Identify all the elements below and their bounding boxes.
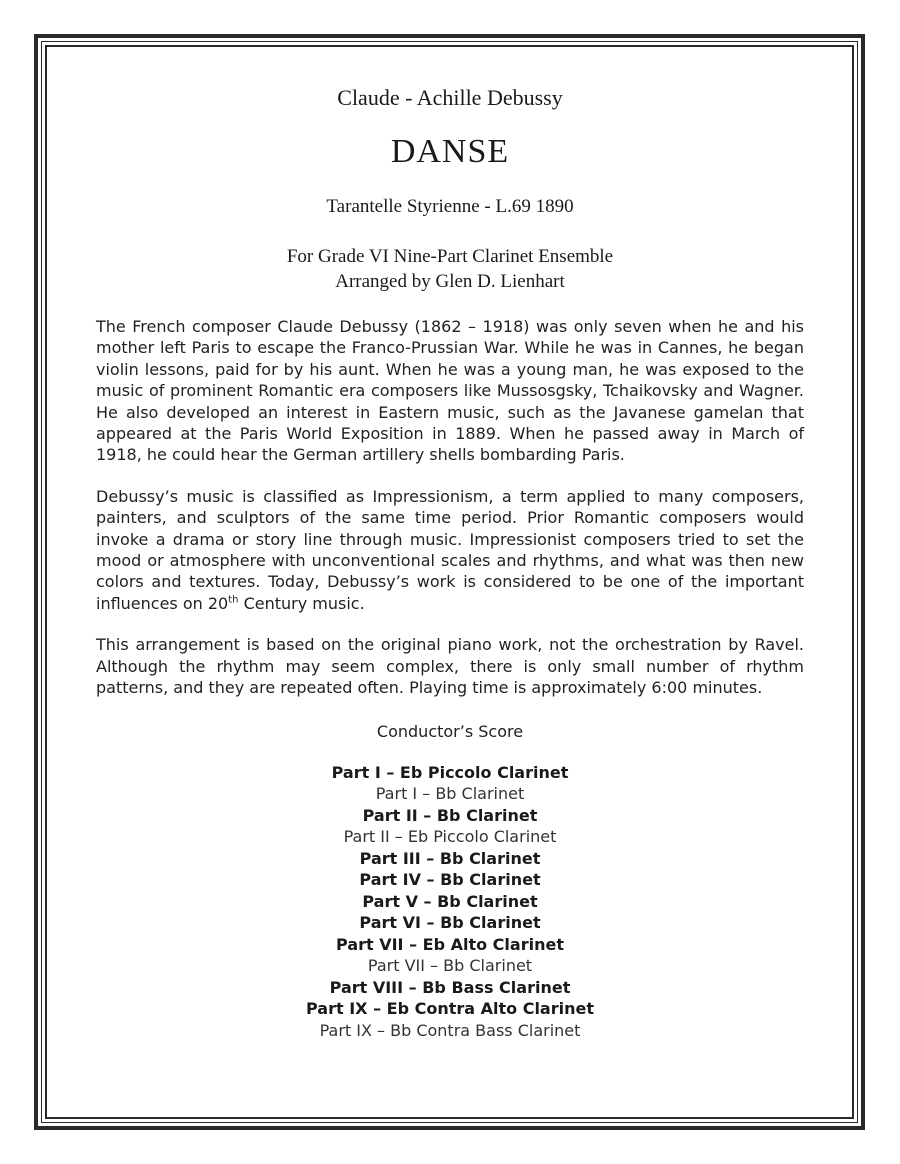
part-item: Part II – Eb Piccolo Clarinet — [343, 827, 557, 846]
piece-subtitle: Tarantelle Styrienne - L.69 1890 — [326, 196, 574, 217]
part-item: Part VII – Eb Alto Clarinet — [336, 934, 564, 954]
conductor-score-label: Conductor’s Score — [376, 721, 524, 741]
paragraph-biography: The French composer Claude Debussy (1862 – 1918) was only seven when he and his mother left Paris to escape the Franco-Prussian War. While he was in Cannes, he began violin lessons, paid for by his aunt. When he was a young man, he was exposed to the music of prominent Romantic era composers like Mussosgsky, Tchaikovsky and Wagner. He also developed an interest in Eastern music, such as the Javanese gamelan that appeared at the Paris World Exposition in 1889. When he passed away in March of 1918, he could hear the German artillery shells bombarding Paris. — [96, 317, 804, 465]
part-item: Part IX – Bb Contra Bass Clarinet — [319, 1020, 581, 1040]
part-item: Part I – Eb Piccolo Clarinet — [331, 762, 569, 782]
part-item: Part II – Bb Clarinet — [362, 805, 538, 825]
arranger-line: Arranged by Glen D. Lienhart — [335, 271, 565, 292]
paragraph-impressionism — [96, 486, 804, 614]
part-item: Part V – Bb Clarinet — [362, 891, 538, 911]
piece-title: DANSE — [390, 133, 510, 170]
ensemble-line: For Grade VI Nine-Part Clarinet Ensemble — [286, 246, 614, 267]
paragraph-impressionism-end: Century music. — [238, 593, 365, 613]
part-item: Part IX – Eb Contra Alto Clarinet — [306, 999, 594, 1018]
part-item: Part IV – Bb Clarinet — [359, 870, 541, 889]
document-body — [96, 84, 804, 1041]
paragraph-arrangement: This arrangement is based on the original piano work, not the orchestration by Ravel. Although the rhythm may seem complex, there is only small number of rhythm patterns, and they are repeated often. Playing time is approximately 6:00 minutes. — [96, 635, 804, 698]
composer-name: Claude - Achille Debussy — [337, 85, 563, 110]
ordinal-suffix: th — [228, 594, 239, 606]
part-item: Part III – Bb Clarinet — [359, 848, 541, 868]
part-item: Part I – Bb Clarinet — [375, 784, 525, 803]
part-item: Part VIII – Bb Bass Clarinet — [329, 977, 571, 997]
part-item: Part VII – Bb Clarinet — [367, 956, 533, 975]
part-item: Part VI – Bb Clarinet — [359, 913, 541, 932]
paragraph-impressionism-text: Debussy’s music is classified as Impressionism, a term applied to many composers, painters, and sculptors of the same time period. Prior Romantic composers would invoke a drama or story line through music. Impressionist composers tried to set the mood or atmosphere with unconventional scales and rhythms, and what was then new colors and textures. Today, Debussy’s work is considered to be one of the important influences on 20 — [96, 486, 804, 613]
parts-list — [96, 762, 804, 1042]
